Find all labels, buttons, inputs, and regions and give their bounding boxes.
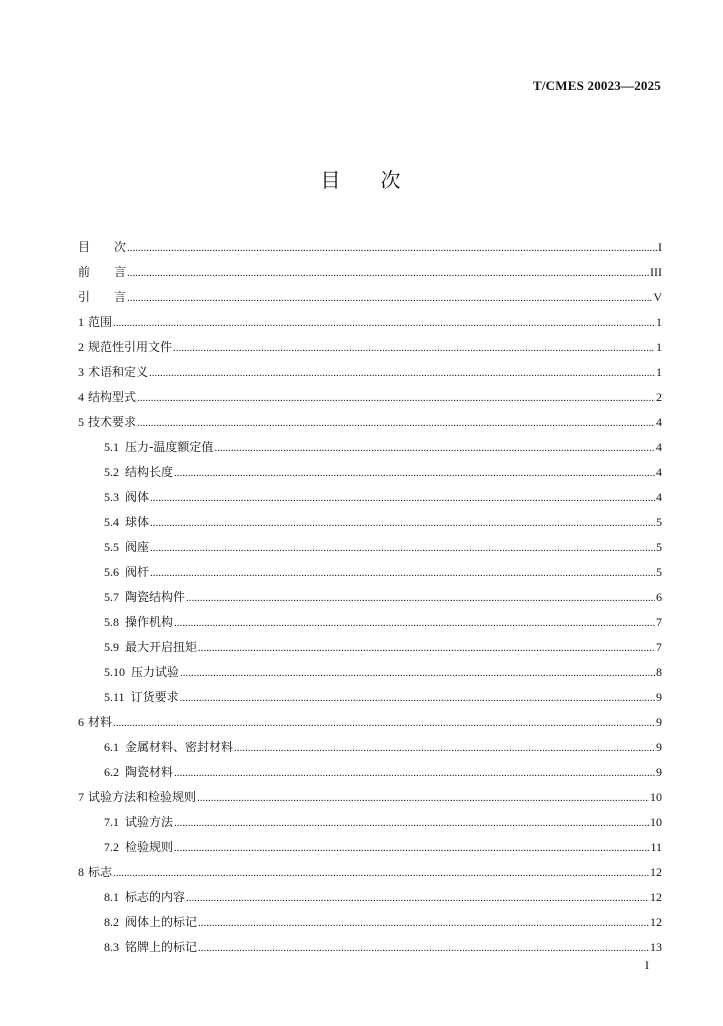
toc-entry-number: 6.1: [104, 740, 119, 754]
toc-entry-number: 7.2: [104, 840, 119, 854]
toc-entry-number: 2: [78, 340, 84, 354]
toc-leader-dots: [214, 436, 655, 461]
toc-entry-text: 技术要求: [88, 415, 137, 429]
toc-entry-page: 5: [656, 515, 662, 529]
toc-entry-text: 订货要求: [130, 690, 179, 704]
toc-entry[interactable]: [78, 435, 662, 460]
toc-entry-text: 试验方法和检验规则: [88, 790, 197, 804]
toc-leader-dots: [113, 711, 655, 736]
toc-entry-text: 结构长度: [125, 465, 174, 479]
toc-leader-dots: [113, 861, 649, 886]
toc-entry-label: [104, 560, 149, 585]
toc-entry-number: 3: [78, 365, 84, 379]
toc-entry-page: 13: [650, 940, 662, 954]
toc-entry-page: 7: [656, 615, 662, 629]
toc-entry-number: 1: [78, 315, 84, 329]
toc-leader-dots: [149, 361, 655, 386]
toc-entry-number: 5.7: [104, 590, 119, 604]
toc-leader-dots: [150, 511, 655, 536]
toc-entry[interactable]: [78, 460, 662, 485]
toc-entry-label: [104, 885, 185, 910]
toc-leader-dots: [174, 611, 655, 636]
toc-entry-number: 8: [78, 865, 84, 879]
toc-entry[interactable]: [78, 660, 662, 685]
toc-entry-number: 5.4: [104, 515, 119, 529]
toc-entry-page: 1: [656, 340, 662, 354]
toc-entry-text: 阀座: [125, 540, 150, 554]
toc-title-second: 次: [380, 168, 403, 192]
toc-entry-label: [104, 660, 179, 685]
toc-entry-number: 8.2: [104, 915, 119, 929]
toc-entry-label: [78, 860, 112, 885]
toc-entry-page: 5: [656, 540, 662, 554]
toc-entry[interactable]: [78, 610, 662, 635]
toc-entry[interactable]: [78, 935, 662, 960]
toc-leader-dots: [180, 686, 655, 711]
toc-leader-dots: [174, 461, 655, 486]
toc-entry-label: [104, 935, 197, 960]
toc-entry-number: 5.6: [104, 565, 119, 579]
toc-leader-dots: [180, 661, 655, 686]
toc-entry-label: [104, 810, 173, 835]
toc-entry-page: 12: [650, 865, 662, 879]
toc-entry-page: 9: [656, 765, 662, 779]
toc-entry[interactable]: [78, 585, 662, 610]
toc-leader-dots: [127, 236, 657, 261]
page-number: I: [645, 958, 649, 972]
toc-entry[interactable]: [78, 235, 662, 260]
toc-title-first: 目: [320, 168, 343, 192]
toc-leader-dots: [137, 411, 655, 436]
toc-entry[interactable]: [78, 635, 662, 660]
toc-entry-label: [78, 310, 112, 335]
toc-entry-number: 5.2: [104, 465, 119, 479]
toc-leader-dots: [186, 586, 655, 611]
toc-leader-dots: [234, 736, 655, 761]
toc-entry-number: 5.5: [104, 540, 119, 554]
toc-entry-text: 检验规则: [125, 840, 174, 854]
toc-entry-page: 2: [656, 390, 662, 404]
toc-entry-text: 阀杆: [125, 565, 150, 579]
toc-entry-text: 标志的内容: [125, 890, 186, 904]
toc-entry-number: 5.3: [104, 490, 119, 504]
toc-entry-page: 12: [650, 890, 662, 904]
toc-entry-text: 阀体上的标记: [125, 915, 198, 929]
toc-entry-page: 12: [650, 915, 662, 929]
toc-entry-page: 4: [656, 440, 662, 454]
toc-entry[interactable]: [78, 485, 662, 510]
toc-entry-label: [104, 585, 185, 610]
toc-entry-label: [78, 285, 126, 310]
toc-entry-number: 6.2: [104, 765, 119, 779]
toc-leader-dots: [150, 486, 655, 511]
toc-entry-page: 5: [656, 565, 662, 579]
toc-entry-page: 8: [656, 665, 662, 679]
toc-entry-text: 前 言: [78, 265, 127, 279]
toc-entry-page: 4: [656, 490, 662, 504]
toc-entry-page: 4: [656, 465, 662, 479]
toc-entry-label: [78, 335, 172, 360]
toc-entry-text: 规范性引用文件: [88, 340, 173, 354]
toc-entry-label: [104, 685, 179, 710]
toc-leader-dots: [174, 761, 655, 786]
toc-entry-page: 1: [656, 315, 662, 329]
toc-entry[interactable]: [78, 885, 662, 910]
toc-leader-dots: [174, 836, 649, 861]
toc-entry-label: [104, 635, 197, 660]
toc-entry[interactable]: [78, 835, 662, 860]
toc-leader-dots: [173, 336, 655, 361]
toc-entry-text: 操作机构: [125, 615, 174, 629]
toc-entry[interactable]: [78, 910, 662, 935]
toc-entry[interactable]: [78, 410, 662, 435]
toc-entry-text: 陶瓷材料: [125, 765, 174, 779]
toc-leader-dots: [197, 786, 649, 811]
toc-entry-number: 7.1: [104, 815, 119, 829]
toc-entry-text: 压力试验: [131, 665, 180, 679]
toc-entry-label: [104, 610, 173, 635]
document-code: T/CMES 20023—2025: [533, 78, 661, 93]
toc-entry-text: 铭牌上的标记: [125, 940, 198, 954]
toc-entry[interactable]: [78, 285, 662, 310]
toc-leader-dots: [137, 386, 655, 411]
toc-entry-number: 7: [78, 790, 84, 804]
toc-entry[interactable]: [78, 860, 662, 885]
toc-leader-dots: [150, 536, 655, 561]
toc-entry-label: [78, 385, 136, 410]
toc-entry[interactable]: [78, 510, 662, 535]
toc-entry-page: 1: [656, 365, 662, 379]
toc-entry[interactable]: [78, 560, 662, 585]
toc-leader-dots: [198, 936, 649, 961]
toc-entry[interactable]: [78, 810, 662, 835]
toc-entry-label: [78, 360, 148, 385]
toc-leader-dots: [113, 311, 655, 336]
toc-entry-number: 5.11: [104, 690, 125, 704]
toc-entry-page: 11: [650, 840, 662, 854]
toc-entry-text: 材料: [88, 715, 113, 729]
toc-entry-label: [104, 910, 197, 935]
toc-entry-text: 结构型式: [88, 390, 137, 404]
toc-entry-page: 6: [656, 590, 662, 604]
toc-entry-text: 金属材料、密封材料: [125, 740, 234, 754]
table-of-contents: [78, 235, 662, 960]
toc-entry-page: I: [658, 240, 662, 254]
toc-entry-page: V: [653, 290, 662, 304]
toc-entry[interactable]: [78, 360, 662, 385]
toc-entry-label: [104, 835, 173, 860]
toc-entry[interactable]: [78, 735, 662, 760]
toc-entry[interactable]: [78, 385, 662, 410]
toc-leader-dots: [150, 561, 655, 586]
toc-entry-number: 5.1: [104, 440, 119, 454]
toc-entry[interactable]: [78, 535, 662, 560]
toc-entry-page: 9: [656, 740, 662, 754]
toc-entry-number: 8.3: [104, 940, 119, 954]
toc-entry-label: [104, 460, 173, 485]
toc-entry-label: [78, 235, 126, 260]
toc-entry-number: 5: [78, 415, 84, 429]
toc-entry-label: [78, 710, 112, 735]
toc-entry[interactable]: [78, 335, 662, 360]
toc-leader-dots: [127, 286, 652, 311]
toc-leader-dots: [198, 636, 655, 661]
toc-leader-dots: [127, 261, 649, 286]
toc-entry-label: [104, 535, 149, 560]
toc-entry-label: [78, 410, 136, 435]
toc-entry-page: III: [650, 265, 662, 279]
toc-entry-page: 4: [656, 415, 662, 429]
toc-entry-text: 阀体: [125, 490, 150, 504]
toc-entry[interactable]: [78, 760, 662, 785]
toc-entry-label: [78, 785, 196, 810]
toc-entry-label: [78, 260, 126, 285]
toc-title: [0, 164, 723, 193]
toc-entry-page: 7: [656, 640, 662, 654]
toc-entry[interactable]: [78, 785, 662, 810]
toc-entry-number: 8.1: [104, 890, 119, 904]
toc-entry[interactable]: [78, 710, 662, 735]
toc-entry-text: 标志: [88, 865, 113, 879]
toc-entry-page: 9: [656, 715, 662, 729]
toc-entry-text: 压力-温度额定值: [125, 440, 214, 454]
toc-entry-number: 5.10: [104, 665, 125, 679]
toc-entry[interactable]: [78, 685, 662, 710]
toc-entry-label: [104, 485, 149, 510]
toc-entry-page: 9: [656, 690, 662, 704]
toc-entry-page: 10: [650, 790, 662, 804]
toc-entry-number: 5.8: [104, 615, 119, 629]
toc-entry-text: 引 言: [78, 290, 127, 304]
toc-entry-label: [104, 760, 173, 785]
toc-entry[interactable]: [78, 310, 662, 335]
toc-entry-number: 4: [78, 390, 84, 404]
toc-entry-label: [104, 435, 213, 460]
toc-entry-text: 目 次: [78, 240, 127, 254]
toc-entry-label: [104, 510, 149, 535]
toc-leader-dots: [174, 811, 649, 836]
toc-entry[interactable]: [78, 260, 662, 285]
toc-entry-label: [104, 735, 233, 760]
toc-leader-dots: [198, 911, 649, 936]
toc-entry-text: 范围: [88, 315, 113, 329]
toc-entry-text: 术语和定义: [88, 365, 149, 379]
toc-entry-number: 6: [78, 715, 84, 729]
toc-entry-page: 10: [650, 815, 662, 829]
toc-entry-text: 最大开启扭矩: [125, 640, 198, 654]
toc-entry-text: 球体: [125, 515, 150, 529]
toc-entry-text: 陶瓷结构件: [125, 590, 186, 604]
toc-entry-number: 5.9: [104, 640, 119, 654]
toc-leader-dots: [186, 886, 649, 911]
toc-entry-text: 试验方法: [125, 815, 174, 829]
